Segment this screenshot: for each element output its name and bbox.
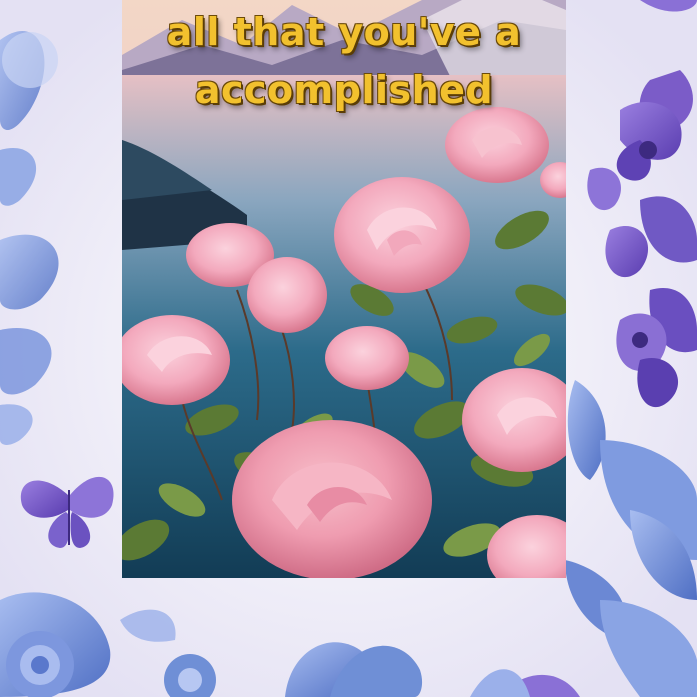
rose-lake-photo-card (122, 0, 566, 578)
caption-line-2: accomplished (194, 68, 494, 112)
caption-line-1: all that you've a (166, 10, 522, 54)
